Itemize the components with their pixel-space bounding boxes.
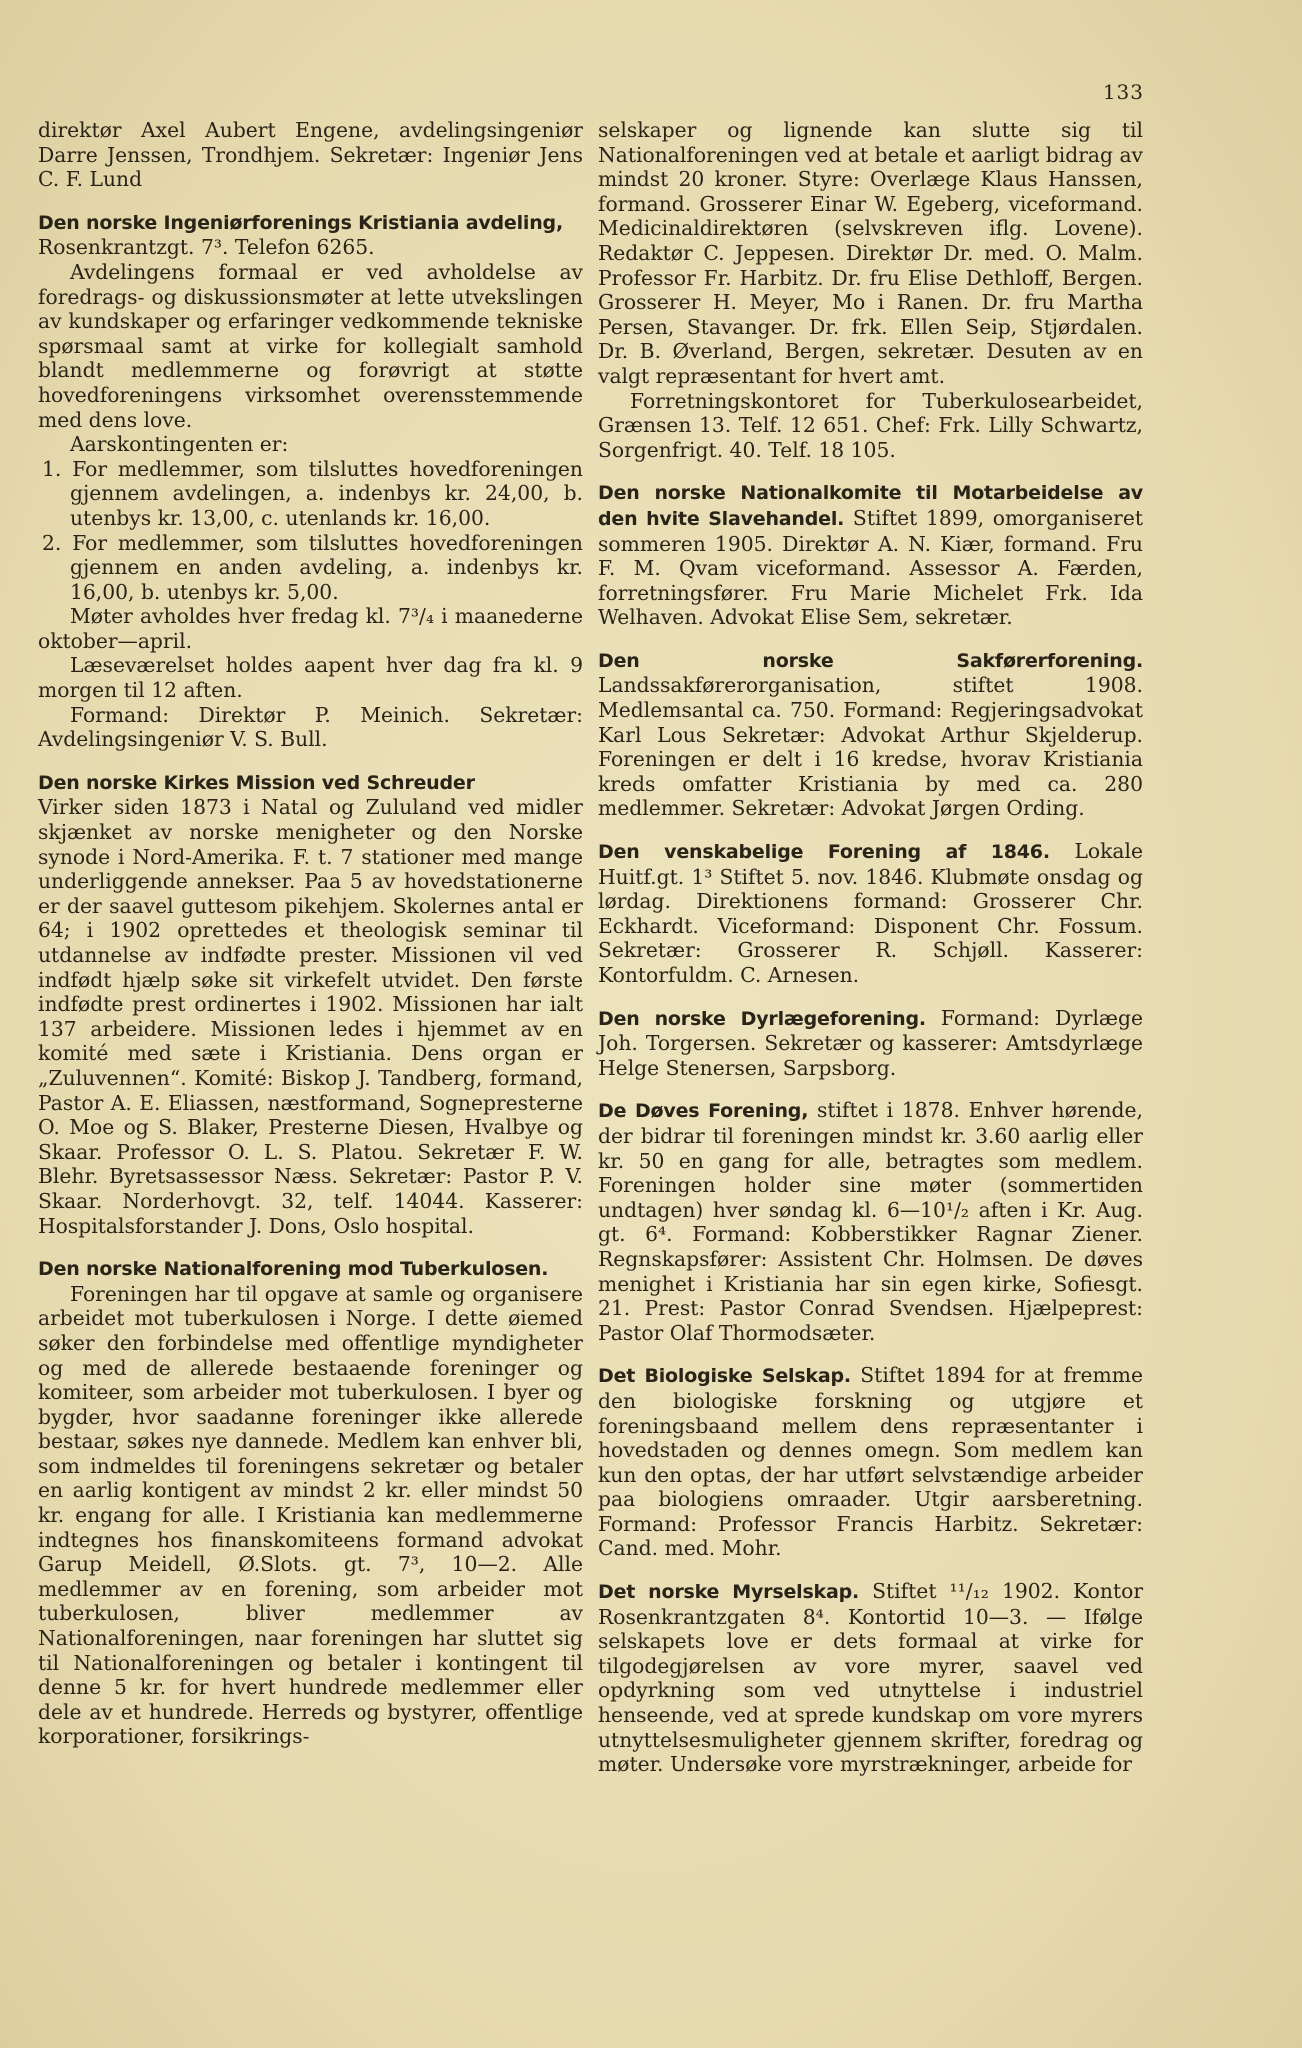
entry-text: Stiftet 1899, omorganiseret sommeren 1905. Direktør A. N. Kiær, formand. Fru F. M. Qvam viceformand. Assessor A. Færden, forretningsfører. Fru Marie Michelet Frk. Ida Welhaven. Advokat Elise Sem, sekretær. xyxy=(598,505,1144,630)
entry-text: Stiftet ¹¹/₁₂ 1902. Kontor Rosenkrantzgaten 8⁴. Kontortid 10—3. — Ifølge selskapets love er dets formaal at virke for tilgodegjørelsen av vore myrer, saavel ved opdyrkning som ved utnyttelse i industriel henseende, ved at sprede kundskap om vore myrers utnyttelsesmuligheter gjennem skrifter, foredrag og møter. Undersøke vore myrstrækninger, arbeide for xyxy=(598,1579,1144,1777)
entry-text: Lokale Huitf.gt. 1³ Stiftet 5. nov. 1846. Klubmøte onsdag og lørdag. Direktionens formand: Grosserer Chr. Eckhardt. Viceformand: Disponent Chr. Fossum. Sekretær: Grosserer R. Schjøll. Kasserer: Kontorfuldm. C. Arnesen. xyxy=(598,839,1143,987)
entry-heading: Den venskabelige Forening af 1846. xyxy=(598,841,1050,864)
entry-nationalforening-tuberkulosen xyxy=(38,1256,583,1749)
entry-tuberkulosen-continued xyxy=(598,118,1143,462)
entry-text: Formand: Direktør P. Meinich. Sekretær: Avdelingsingeniør V. S. Bull. xyxy=(38,702,583,752)
entry-heading: De Døves Forening, xyxy=(598,1100,809,1123)
entry-text: Møter avholdes hver fredag kl. 7³/₄ i maanederne oktober—april. xyxy=(38,604,583,653)
entry-doves-forening xyxy=(598,1098,1143,1345)
entry-venskabelige-forening xyxy=(598,839,1143,988)
entry-text: stiftet i 1878. Enhver hørende, der bidrar til foreningen mindst kr. 3.60 aarlig eller kr. 50 en gang for alle, betragtes som medlem. Foreningen holder sine møter (sommertiden undtagen) hver søndag kl. 6—10¹/₂ aften i Kr. Aug. gt. 6⁴. Formand: Kobberstikker Ragnar Ziener. Regnskapsfører: Assistent Chr. Holmsen. De døves menighet i Kristiania har sin egen kirke, Sofiesgt. 21. Prest: Pastor Conrad Svendsen. Hjælpeprest: Pastor Olaf Thormodsæter. xyxy=(598,1098,1143,1345)
entry-heading: Den norske Ingeniørforenings Kristiania avdeling, xyxy=(38,211,563,234)
entry-text: Formand: Dyrlæge Joh. Torgersen. Sekretær og kasserer: Amtsdyrlæge Helge Stenersen, Sarpsborg. xyxy=(598,1005,1143,1080)
entry-text: direktør Axel Aubert Engene, avdelingsingeniør Darre Jenssen, Trondhjem. Sekretær: Ingeniør Jens C. F. Lund xyxy=(38,118,583,192)
entry-heading: Den norske Sakførerforening. xyxy=(598,649,1143,672)
entry-text: Landssakførerorganisation, stiftet 1908. Medlemsantal ca. 750. Formand: Regjeringsadvokat Karl Lous Sekretær: Advokat Arthur Skjelderup. Foreningen er delt i 16 kredse, hvorav Kristiania kreds omfatter Kristiania by med ca. 280 medlemmer. Sekretær: Advokat Jørgen Ording. xyxy=(598,673,1143,821)
entry-text: Avdelingens formaal er ved avholdelse av foredrags- og diskussionsmøter at lette utvekslingen av kundskaper og erfaringer vedkommende tekniske spørsmaal samt at virke for kollegialt samhold blandt medlemmerne og forøvrigt at støtte hovedforeningens virksomhet overensstemmende med dens love. xyxy=(38,259,583,432)
entry-heading: Den norske Kirkes Mission ved Schreuder xyxy=(38,771,475,794)
entry-ingenior-continued xyxy=(38,118,583,192)
entry-heading: Det norske Myrselskap. xyxy=(598,1581,860,1604)
page-number: 133 xyxy=(1102,80,1144,104)
entry-text: Læseværelset holdes aapent hver dag fra kl. 9 morgen til 12 aften. xyxy=(38,653,583,703)
entry-heading: Det Biologiske Selskap. xyxy=(598,1365,851,1388)
entry-myrselskap xyxy=(598,1579,1143,1777)
entry-ingeniorforening-kristiania xyxy=(38,210,583,752)
entry-heading: Den norske Nationalkomite til Motarbeidelse av den hvite Slavehandel. xyxy=(598,482,1143,530)
left-column xyxy=(38,118,583,1767)
entry-text: Virker siden 1873 i Natal og Zululand ved midler skjænket av norske menigheter og den Norske synode i Nord-Amerika. F. t. 7 stationer med mange underliggende annekser. Paa 5 av hovedstationerne er der saavel guttesom pikehjem. Skolernes antal er 64; i 1902 oprettedes et theologisk seminar til utdannelse av indfødte prester. Missionen vil ved indfødt hjælp søke sit virkefelt utvidet. Den første indfødte prest ordinertes i 1902. Missionen har ialt 137 arbeidere. Missionen ledes i hjemmet av en komité med sæte i Kristiania. Dens organ er „Zuluvennen“. Komité: Biskop J. Tandberg, formand, Pastor A. E. Eliassen, næstformand, Sognepresterne O. Moe og S. Blaker, Presterne Diesen, Hvalbye og Skaar. Professor O. L. S. Platou. Sekretær F. W. Blehr. Byretsassessor Næss. Sekretær: Pastor P. V. Skaar. Norderhovgt. 32, telf. 14044. Kasserer: Hospitalsforstander J. Dons, Oslo hospital. xyxy=(38,795,583,1238)
entry-text: Foreningen har til opgave at samle og organisere arbeidet mot tuberkulosen i Norge. I dette øiemed søker den forbindelse med offentlige myndigheter og med de allerede bestaaende foreninger og komiteer, som arbeider mot tuberkulosen. I byer og bygder, hvor saadanne foreninger ikke allerede bestaar, søkes nye dannede. Medlem kan enhver bli, som indmeldes til foreningens sekretær og betaler en aarlig kontigent av mindst 2 kr. eller mindst 50 kr. engang for alle. I Kristiania kan medlemmerne indtegnes hos finanskomiteens formand advokat Garup Meidell, Ø.Slots. gt. 7³, 10—2. Alle medlemmer av en forening, som arbeider mot tuberkulosen, bliver medlemmer av Nationalforeningen, naar foreningen har sluttet sig til Nationalforeningen og betaler i kontingent til denne 5 kr. for hvert hundrede medlemmer eller dele av et hundrede. Herreds og bystyrer, offentlige korporationer, forsikrings- xyxy=(38,1281,583,1749)
list-item: 2. For medlemmer, som tilsluttes hovedforeningen gjennem en anden avdeling, a. indenbys kr. 16,00, b. utenbys kr. 5,00. xyxy=(42,530,583,604)
entry-biologiske-selskap xyxy=(598,1363,1143,1561)
entry-sakforerforening xyxy=(598,648,1143,821)
right-column xyxy=(598,118,1143,1795)
entry-text: Aarskontingenten er: xyxy=(70,432,289,457)
list-item: 1. For medlemmer, som tilsluttes hovedforeningen gjennem avdelingen, a. indenbys kr. 24,00, b. utenbys kr. 13,00, c. utenlands kr. 16,00. xyxy=(42,456,583,530)
entry-text: selskaper og lignende kan slutte sig til Nationalforeningen ved at betale et aarligt bidrag av mindst 20 kroner. Styre: Overlæge Klaus Hanssen, formand. Grosserer Einar W. Egeberg, viceformand. Medicinaldirektøren (selvskreven iflg. Lovene). Redaktør C. Jeppesen. Direktør Dr. med. O. Malm. Professor Fr. Harbitz. Dr. fru Elise Dethloff, Bergen. Grosserer H. Meyer, Mo i Ranen. Dr. fru Martha Persen, Stavanger. Dr. frk. Ellen Seip, Stjørdalen. Dr. B. Øverland, Bergen, sekretær. Desuten av en valgt repræsentant for hvert amt. xyxy=(598,118,1143,388)
entry-text: Forretningskontoret for Tuberkulosearbeidet, Grænsen 13. Telf. 12 651. Chef: Frk. Lilly Schwartz, Sorgenfrigt. 40. Telf. 18 105. xyxy=(598,388,1143,462)
entry-dyrlaegeforening xyxy=(598,1006,1143,1081)
entry-kirkes-mission xyxy=(38,770,583,1238)
entry-address: Rosenkrantzgt. 7³. Telefon 6265. xyxy=(38,235,375,260)
entry-heading: Den norske Nationalforening mod Tuberkulosen. xyxy=(38,1258,549,1281)
entry-heading: Den norske Dyrlægeforening. xyxy=(598,1007,926,1030)
entry-text: Stiftet 1894 for at fremme den biologiske forskning og utgjøre et foreningsbaand mellem dens repræsentanter i hovedstaden og dennes omegn. Som medlem kan kun den optas, der har utført selvstændige arbeider paa biologiens omraader. Utgir aarsberetning. Formand: Professor Francis Harbitz. Sekretær: Cand. med. Mohr. xyxy=(598,1363,1143,1561)
entry-nationalkomite-slavehandel xyxy=(598,480,1143,630)
